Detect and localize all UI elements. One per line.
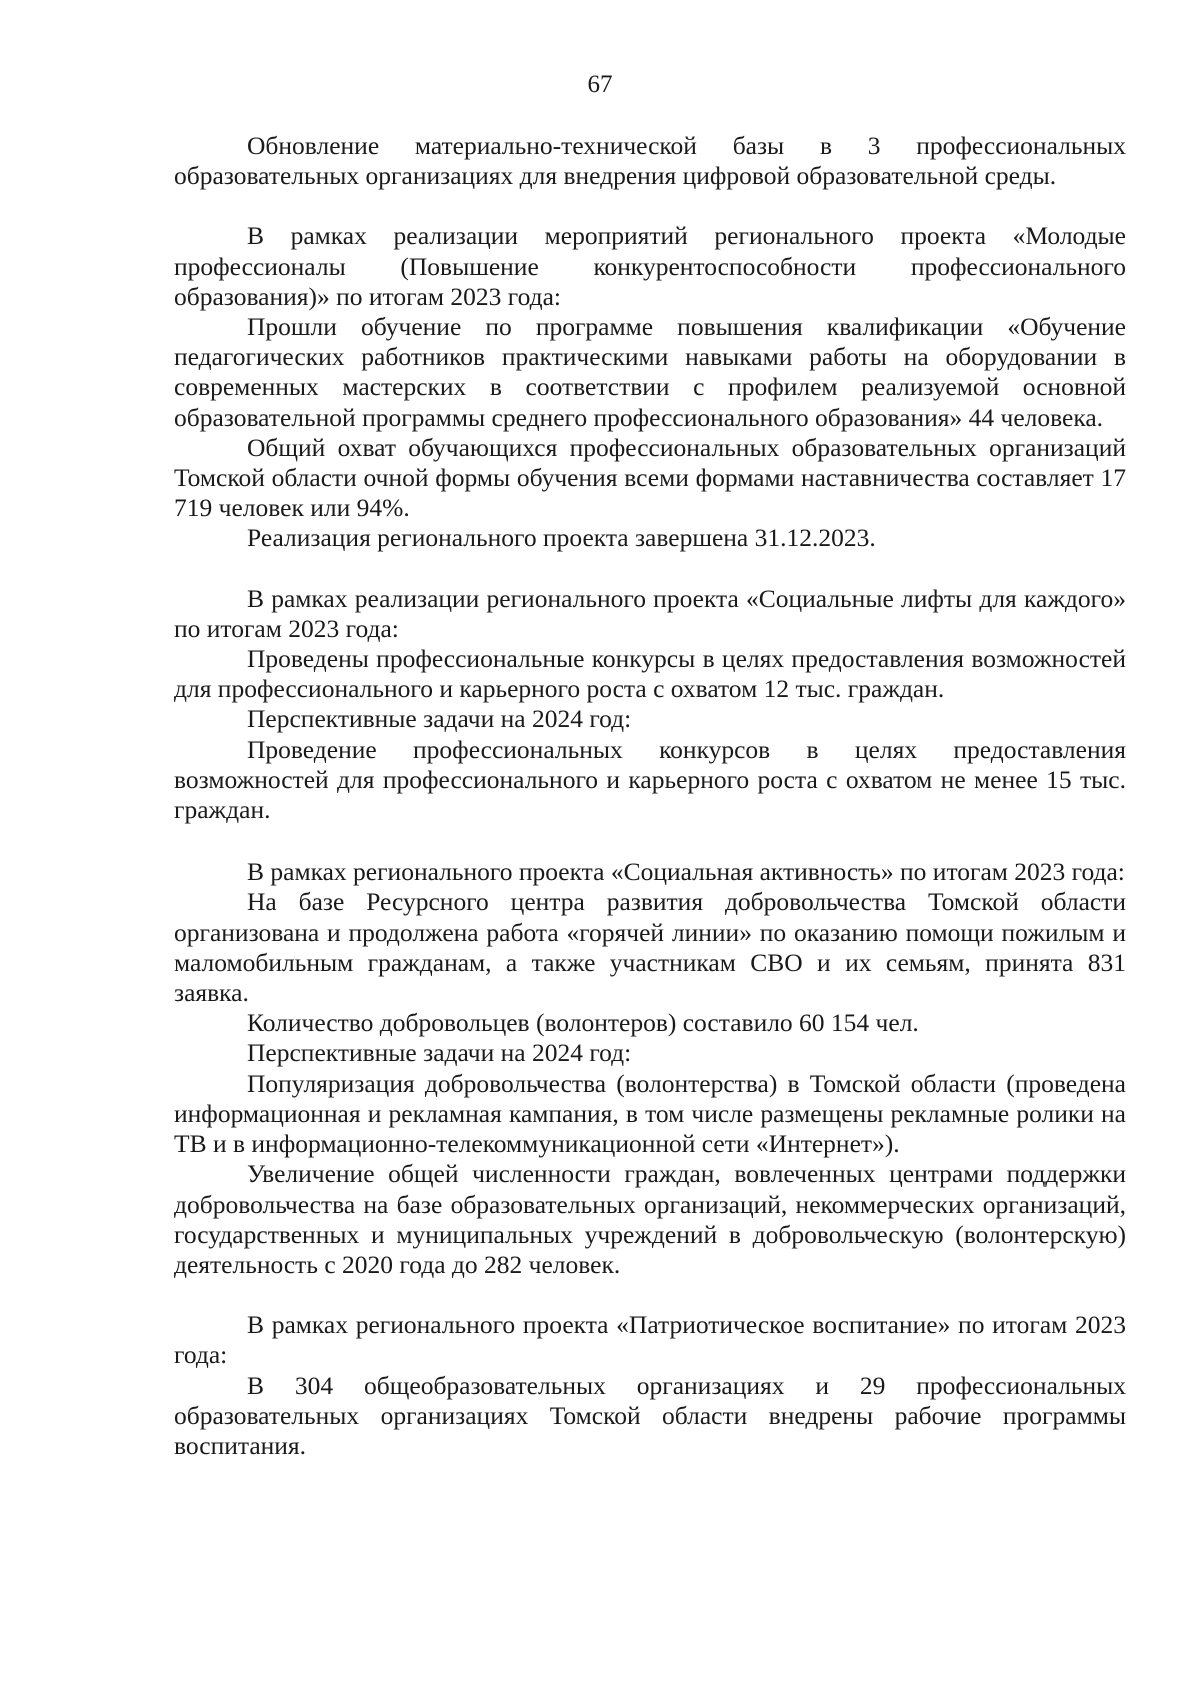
paragraph: Перспективные задачи на 2024 год: [247,704,632,734]
paragraph: Реализация регионального проекта завершена 31.12.2023. [247,523,876,553]
paragraph: Перспективные задачи на 2024 год: [247,1038,632,1068]
paragraph: В рамках реализации регионального проекта «Социальные лифты для каждого» по итогам 2023 года: [174,583,1126,643]
paragraph: Проведение профессиональных конкурсов в целях предоставления возможностей для профессионального и карьерного роста с охватом не менее 15 тыс. граждан. [174,734,1126,825]
paragraph: Количество добровольцев (волонтеров) составило 60 154 чел. [247,1008,919,1038]
paragraph: В рамках реализации мероприятий регионального проекта «Молодые профессионалы (Повышение конкурентоспособности профессионального образования)» по итогам 2023 года: [174,221,1126,311]
paragraph: Популяризация добровольчества (волонтерства) в Томской области (проведена информационная и рекламная кампания, в том числе размещены рекламные ролики на ТВ и в информационно-телекоммуникационной сети «Интернет»). [174,1068,1126,1159]
paragraph: В 304 общеобразовательных организациях и 29 профессиональных образовательных организациях Томской области внедрены рабочие программы воспитания. [174,1370,1126,1460]
paragraph: В рамках регионального проекта «Патриотическое воспитание» по итогам 2023 года: [174,1310,1126,1370]
document-body [174,131,1126,1461]
paragraph: Прошли обучение по программе повышения квалификации «Обучение педагогических работников практическими навыками работы на оборудовании в современных мастерских в соответствии с профилем реализуемой основной образовательной программы среднего профессионального образования» 44 человека. [174,312,1126,432]
section-gap [174,1280,1126,1310]
section-gap [174,825,1126,857]
paragraph: Проведены профессиональные конкурсы в целях предоставления возможностей для профессионального и карьерного роста с охватом 12 тыс. граждан. [174,644,1126,704]
paragraph: На базе Ресурсного центра развития добровольчества Томской области организована и продолжена работа «горячей линии» по оказанию помощи пожилым и маломобильным гражданам, а также участникам СВО и их семьям, принята 831 заявка. [174,887,1126,1008]
paragraph: Общий охват обучающихся профессиональных образовательных организаций Томской области очной формы обучения всеми формами наставничества составляет 17 719 человек или 94%. [174,432,1126,523]
paragraph: Обновление материально-технической базы в 3 профессиональных образовательных организациях для внедрения цифровой образовательной среды. [174,131,1126,191]
section-gap [174,554,1126,584]
paragraph: Увеличение общей численности граждан, вовлеченных центрами поддержки добровольчества на базе образовательных организаций, некоммерческих организаций, государственных и муниципальных учреждений в добровольческую (волонтерскую) деятельность с 2020 года до 282 человек. [174,1159,1126,1279]
paragraph: В рамках регионального проекта «Социальная активность» по итогам 2023 года: [247,857,1125,887]
section-gap [174,191,1126,221]
page-number: 67 [587,71,613,98]
